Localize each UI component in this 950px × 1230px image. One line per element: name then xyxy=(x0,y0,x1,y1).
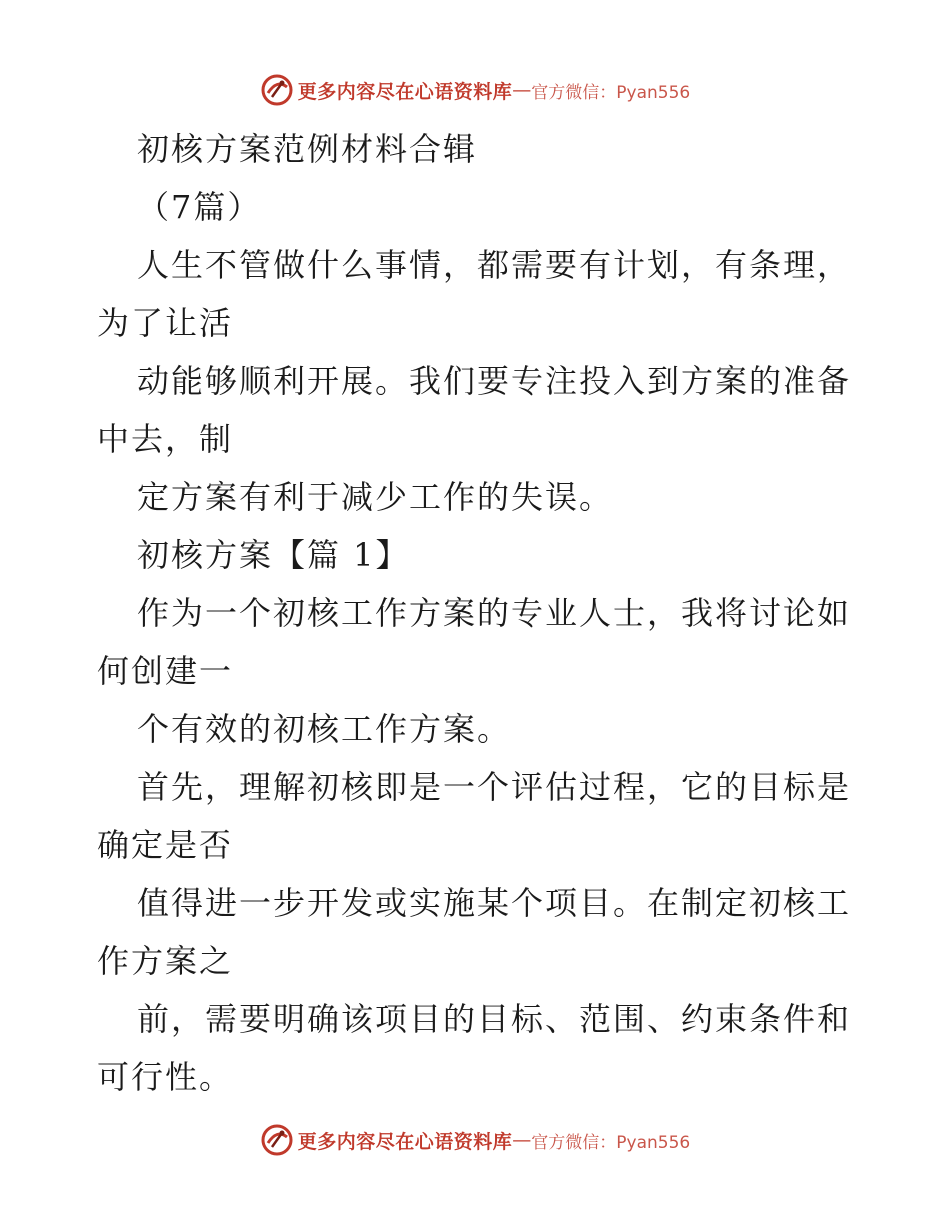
watermark-dash: — xyxy=(512,1129,532,1151)
text-line: 作方案之 xyxy=(97,942,234,980)
red-swirl-logo-icon xyxy=(260,73,294,107)
text-line: 动能够顺利开展。我们要专注投入到方案的准备 xyxy=(137,362,852,400)
text-line: 中去，制 xyxy=(97,420,234,458)
text-line: 作为一个初核工作方案的专业人士，我将讨论如 xyxy=(137,594,852,632)
doc-subtitle: （7篇） xyxy=(137,188,262,226)
text-line: 为了让活 xyxy=(97,304,234,342)
watermark-contact: 官方微信：Pyan556 xyxy=(531,82,691,103)
text-line: 定方案有利于减少工作的失误。 xyxy=(137,478,614,516)
text-line: 值得进一步开发或实施某个项目。在制定初核工 xyxy=(137,884,852,922)
header-watermark xyxy=(0,70,950,110)
doc-title: 初核方案范例材料合辑 xyxy=(137,130,478,168)
document-body xyxy=(97,120,867,1106)
watermark-text: 更多内容尽在心语资料库 xyxy=(297,80,513,103)
text-line: 首先，理解初核即是一个评估过程，它的目标是 xyxy=(137,768,852,806)
footer-watermark xyxy=(0,1120,950,1160)
watermark-dash: — xyxy=(512,79,532,101)
text-line: 前，需要明确该项目的目标、范围、约束条件和 xyxy=(137,1000,852,1038)
text-line: 人生不管做什么事情，都需要有计划，有条理， xyxy=(137,246,852,284)
red-swirl-logo-icon xyxy=(260,1123,294,1157)
text-line: 个有效的初核工作方案。 xyxy=(137,710,512,748)
watermark-text: 更多内容尽在心语资料库 xyxy=(297,1130,513,1153)
watermark-contact: 官方微信：Pyan556 xyxy=(531,1132,691,1153)
text-line: 可行性。 xyxy=(97,1058,234,1096)
section-heading: 初核方案【篇 1】 xyxy=(137,536,410,574)
text-line: 何创建一 xyxy=(97,652,234,690)
text-line: 确定是否 xyxy=(97,826,234,864)
